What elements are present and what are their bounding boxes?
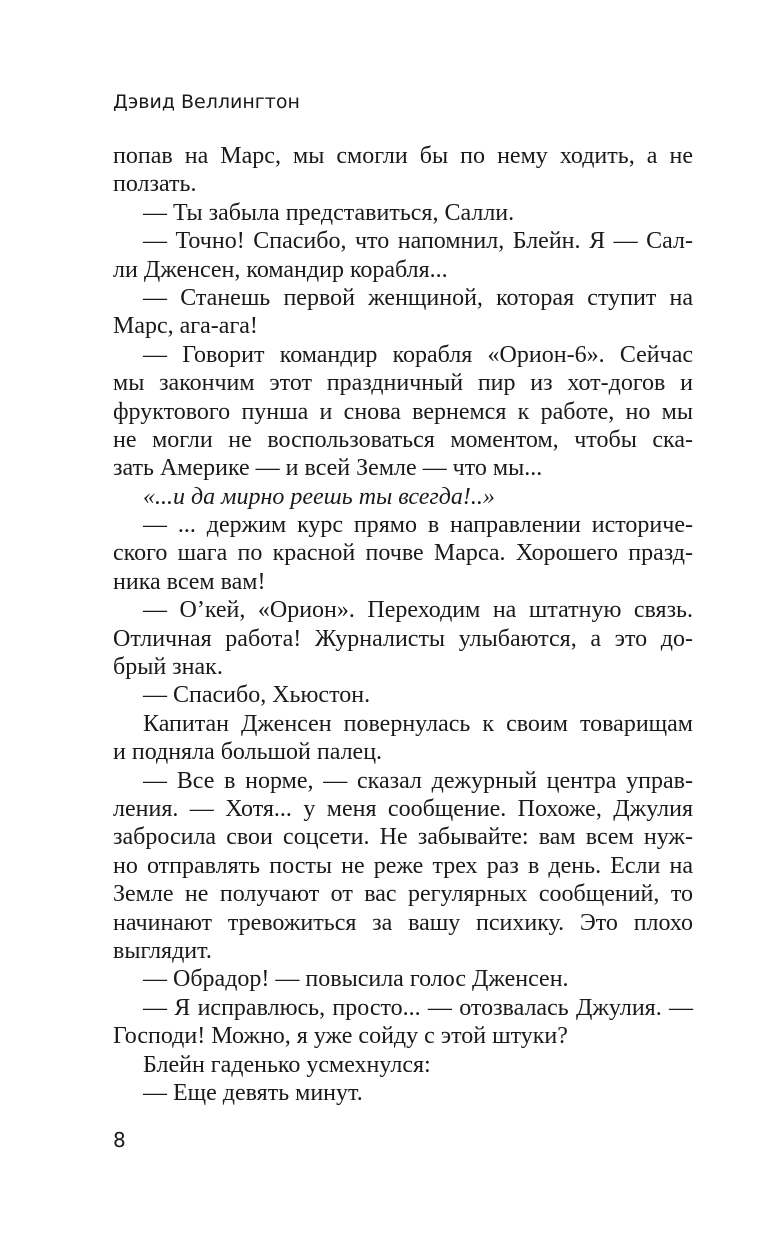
text-line: ли Дженсен, командир корабля... — [113, 256, 448, 283]
text-line: — Спасибо, Хьюстон. — [143, 682, 371, 709]
text-line: но отправлять посты не реже трех раз в день. Если на — [113, 852, 693, 879]
text-line: выглядит. — [113, 937, 212, 964]
text-line: — Обрадор! — повысила голос Дженсен. — [143, 966, 569, 993]
text-line: — О’кей, «Орион». Переходим на штатную связь. — [143, 597, 693, 624]
text-line: начинают тревожиться за вашу психику. Это плохо — [113, 909, 693, 936]
page-number: 8 — [113, 1128, 126, 1152]
text-line: зать Америке — и всей Земле — что мы... — [113, 455, 543, 482]
text-line: «...и да мирно реешь ты всегда!..» — [143, 483, 495, 510]
text-line: ления. — Хотя... у меня сообщение. Похоже, Джулия — [113, 795, 693, 822]
text-line: не могли не воспользоваться моментом, чтобы ска- — [113, 426, 693, 453]
text-line: Капитан Дженсен повернулась к своим товарищам — [143, 710, 693, 737]
body-text — [113, 142, 693, 1107]
text-line: — Говорит командир корабля «Орион-6». Сейчас — [143, 341, 693, 368]
text-line: — Станешь первой женщиной, которая ступит на — [143, 284, 693, 311]
text-line: фруктового пунша и снова вернемся к работе, но мы — [113, 398, 693, 425]
text-line: брый знак. — [113, 654, 223, 681]
text-line: — Ты забыла представиться, Салли. — [143, 199, 515, 226]
running-head-author: Дэвид Веллингтон — [113, 91, 300, 113]
text-line: ника всем вам! — [113, 568, 266, 595]
text-line: — Все в норме, — сказал дежурный центра управ- — [143, 767, 693, 794]
text-line: Господи! Можно, я уже сойду с этой штуки? — [113, 1023, 568, 1050]
text-line: Блейн гаденько усмехнулся: — [143, 1051, 431, 1078]
text-line: — Я исправлюсь, просто... — отозвалась Джулия. — — [143, 994, 693, 1021]
text-line: Марс, ага-ага! — [113, 313, 258, 340]
text-line: — ... держим курс прямо в направлении историче- — [143, 512, 693, 539]
text-line: ского шага по красной почве Марса. Хорошего празд- — [113, 540, 693, 567]
text-line: Отличная работа! Журналисты улыбаются, а это до- — [113, 625, 693, 652]
text-line: — Точно! Спасибо, что напомнил, Блейн. Я — Сал- — [143, 228, 693, 255]
text-line: попав на Марс, мы смогли бы по нему ходить, а не — [113, 143, 693, 169]
text-line: забросила свои соцсети. Не забывайте: вам всем нуж- — [113, 824, 693, 851]
text-line: — Еще девять минут. — [143, 1079, 363, 1106]
text-line: мы закончим этот праздничный пир из хот-догов и — [113, 370, 693, 397]
text-line: и подняла большой палец. — [113, 739, 383, 766]
text-line: ползать. — [113, 171, 197, 198]
text-line: Земле не получают от вас регулярных сообщений, то — [113, 881, 693, 908]
